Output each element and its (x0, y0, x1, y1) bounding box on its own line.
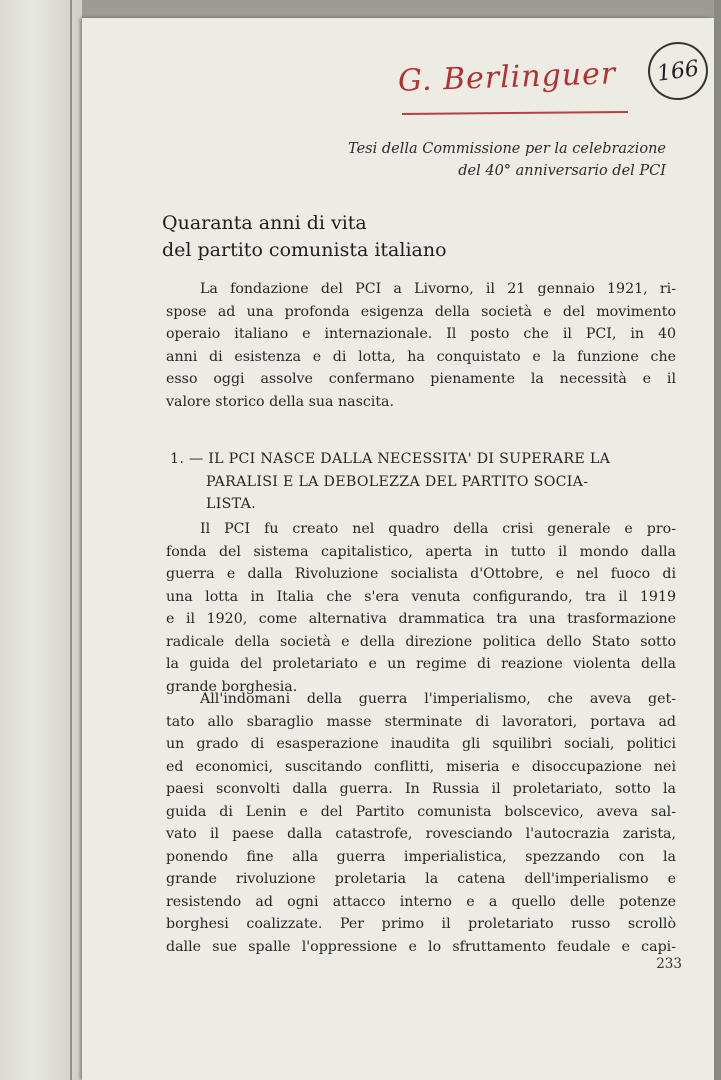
subtitle-line-1: Tesi della Commissione per la celebrazione (348, 141, 666, 157)
body-line: guida di Lenin e del Partito comunista bolscevico, aveva sal- (166, 803, 676, 820)
scan-top-edge (0, 0, 721, 18)
folio-number-circle (644, 38, 711, 104)
signature-underline (402, 111, 628, 115)
body-line: ed economici, suscitando conflitti, miseria e disoccupazione nei (166, 758, 676, 775)
body-line: paesi sconvolti dalla guerra. In Russia il proletariato, sotto la (166, 781, 676, 797)
body-line: la guida del proletariato e un regime di reazione violenta della (166, 656, 676, 672)
intro-line: La fondazione del PCI a Livorno, il 21 gennaio 1921, ri- (200, 281, 676, 297)
document-page (82, 18, 714, 1080)
section-heading-line: PARALISI E LA DEBOLEZZA DEL PARTITO SOCIA- (206, 473, 589, 490)
body-line: fonda del sistema capitalistico, aperta in tutto il mondo dalla (166, 543, 676, 560)
section-1-heading (170, 448, 676, 516)
document-title (162, 210, 447, 264)
body-line: un grado di esasperazione inaudita gli squilibri sociali, politici (166, 736, 676, 752)
intro-line: spose ad una profonda esigenza della società e del movimento (166, 303, 676, 320)
scan-right-edge (714, 0, 721, 1080)
subtitle-line-2: del 40° anniversario del PCI (458, 163, 666, 179)
intro-line: anni di esistenza e di lotta, ha conquistato e la funzione che (166, 348, 676, 365)
body-line: guerra e dalla Rivoluzione socialista d'Ottobre, e nel fuoco di (166, 566, 676, 582)
intro-line: esso oggi assolve confermano pienamente la necessità e il (166, 371, 676, 387)
body-line: grande rivoluzione proletaria la catena dell'imperialismo e (166, 871, 676, 887)
body-line: tato allo sbaraglio masse sterminate di lavoratori, portava ad (166, 713, 676, 730)
section-1-paragraph-1 (166, 518, 676, 698)
sheet-fold-line (70, 0, 72, 1080)
document-subtitle (348, 138, 666, 182)
body-line: e il 1920, come alternativa drammatica tra una trasformazione (166, 611, 676, 627)
section-1-paragraph-2 (166, 688, 676, 958)
body-line: ponendo fine alla guerra imperialistica, spezzando con la (166, 848, 676, 865)
folio-number: 166 (655, 55, 701, 87)
body-line: Il PCI fu creato nel quadro della crisi generale e pro- (200, 521, 676, 537)
body-line: borghesi coalizzate. Per primo il proletariato russo scrollò (166, 916, 676, 932)
body-line: dalle sue spalle l'oppressione e lo sfruttamento feudale e capi- (166, 938, 676, 955)
body-line: resistendo ad ogni attacco interno e a quello delle potenze (166, 893, 676, 910)
title-line-1: Quaranta anni di vita (162, 212, 367, 234)
body-line: All'indomani della guerra l'imperialismo, che aveva get- (200, 691, 676, 707)
intro-paragraph (166, 278, 676, 413)
body-line: grande borghesia. (166, 678, 298, 695)
section-heading-line: 1. — IL PCI NASCE DALLA NECESSITA' DI SUPERARE LA (170, 451, 611, 467)
body-line: radicale della società e della direzione politica dello Stato sotto (166, 633, 676, 650)
body-line: vato il paese dalla catastrofe, rovesciando l'autocrazia zarista, (166, 826, 676, 842)
title-line-2: del partito comunista italiano (162, 239, 447, 261)
handwritten-signature: G. Berlinguer (397, 56, 617, 99)
page-number: 233 (656, 956, 682, 972)
section-heading-line: LISTA. (206, 496, 256, 512)
body-line: una lotta in Italia che s'era venuta configurando, tra il 1919 (166, 588, 676, 605)
intro-line: operaio italiano e internazionale. Il posto che il PCI, in 40 (166, 326, 676, 342)
intro-line: valore storico della sua nascita. (166, 393, 395, 410)
